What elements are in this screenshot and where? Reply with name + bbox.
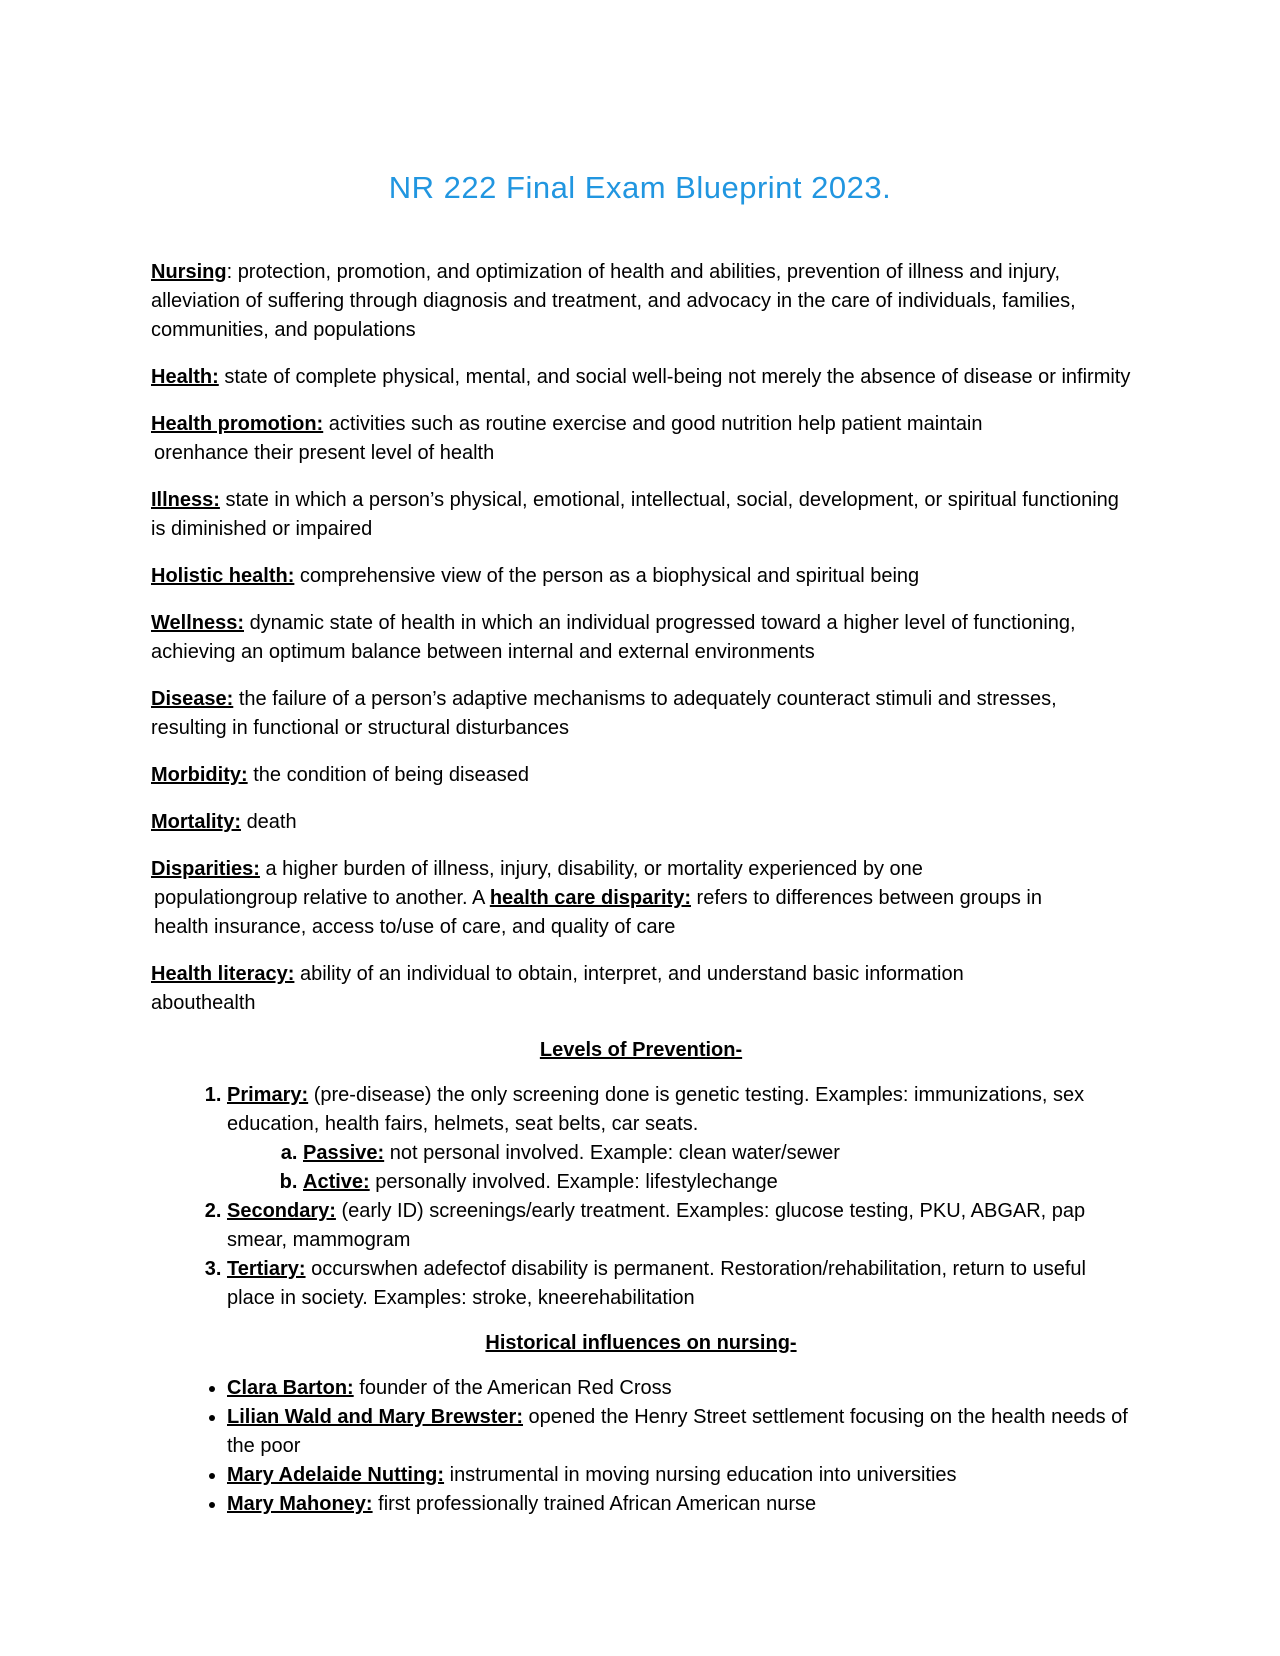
list-item-term: Primary: bbox=[227, 1084, 309, 1106]
list-item-term: Passive: bbox=[303, 1142, 385, 1164]
definition-term: Morbidity: bbox=[151, 764, 248, 786]
list-item-term: Mary Mahoney: bbox=[227, 1493, 373, 1515]
definition-disease bbox=[151, 685, 1131, 743]
list-item-mahoney bbox=[227, 1490, 1131, 1519]
definition-term: Disease: bbox=[151, 688, 234, 710]
definition-text: protection, promotion, and optimization of health and abilities, prevention of illness and injury, alleviation of suffering through diagnosis and treatment, and advocacy in the care of individuals, families, communities, and populations bbox=[151, 261, 1076, 341]
list-item-term: Secondary: bbox=[227, 1200, 336, 1222]
list-item-active bbox=[303, 1168, 1131, 1197]
definition-text: the condition of being diseased bbox=[253, 764, 529, 786]
history-list bbox=[151, 1374, 1131, 1519]
list-item-text: personally involved. Example: lifestylechange bbox=[369, 1171, 778, 1193]
definition-text: comprehensive view of the person as a biophysical and spiritual being bbox=[299, 565, 920, 587]
definition-text-continued: populationgroup relative to another. A bbox=[154, 887, 490, 909]
definition-text: dynamic state of health in which an individual progressed toward a higher level of functioning, achieving an optimum balance between internal and external environments bbox=[151, 612, 1076, 663]
list-item-secondary bbox=[227, 1197, 1131, 1255]
definition-nursing: Nursing: protection, promotion, and optimization of health and abilities, prevention of illness and injury, alleviation of suffering through diagnosis and treatment, and advocacy in the care of individuals, families, communities, and populations bbox=[151, 261, 1076, 341]
definition-term: Holistic health: bbox=[151, 565, 295, 587]
definition-text: state of complete physical, mental, and social well-being not merely the absence of disease or infirmity bbox=[224, 366, 1131, 388]
definition-text: activities such as routine exercise and good nutrition help patient maintain bbox=[328, 413, 983, 435]
definition-term: Illness: bbox=[151, 489, 220, 511]
list-item-term: Clara Barton: bbox=[227, 1377, 354, 1399]
list-item-clara-barton bbox=[227, 1374, 1131, 1403]
list-item-text: opened the Henry Street settlement focusing on the health needs of the poor bbox=[227, 1406, 1128, 1457]
definition-text-continued: refers to differences between groups in bbox=[691, 887, 1042, 909]
definition-term: Wellness: bbox=[151, 612, 244, 634]
definition-wellness bbox=[151, 609, 1131, 667]
list-item-term: Tertiary: bbox=[227, 1258, 306, 1280]
definition-term: Health promotion: bbox=[151, 413, 324, 435]
definition-text: state in which a person’s physical, emotional, intellectual, social, development, or spiritual functioning is diminished or impaired bbox=[151, 489, 1119, 540]
list-item-text: not personal involved. Example: clean water/sewer bbox=[384, 1142, 840, 1164]
definition-holistic-health bbox=[151, 562, 1131, 591]
definition-text-continued: orenhance their present level of health bbox=[154, 442, 495, 464]
definition-term: Disparities: bbox=[151, 858, 260, 880]
list-item-text: (pre-disease) the only screening done is genetic testing. Examples: immunizations, sex education, health fairs, helmets, seat belts, car seats. bbox=[227, 1084, 1085, 1135]
document-body bbox=[151, 258, 1131, 1519]
definition-health-promotion bbox=[151, 410, 1131, 468]
list-item-nutting bbox=[227, 1461, 1131, 1490]
definition-text: ability of an individual to obtain, interpret, and understand basic information bbox=[299, 963, 964, 985]
definition-text: a higher burden of illness, injury, disability, or mortality experienced by one bbox=[265, 858, 923, 880]
list-item-wald-brewster bbox=[227, 1403, 1131, 1461]
prevention-sub-list bbox=[227, 1139, 1131, 1197]
definition-text-continued: health insurance, access to/use of care, and quality of care bbox=[154, 916, 676, 938]
definition-health bbox=[151, 363, 1131, 392]
definition-illness bbox=[151, 486, 1131, 544]
list-item-passive bbox=[303, 1139, 1131, 1168]
section-heading-history: Historical influences on nursing- bbox=[485, 1332, 797, 1354]
definition-term: Nursing bbox=[151, 261, 227, 283]
definition-text-continued: abouthealth bbox=[151, 992, 256, 1014]
list-item-primary bbox=[227, 1081, 1131, 1197]
definition-text: death bbox=[246, 811, 297, 833]
definition-text: the failure of a person’s adaptive mechanisms to adequately counteract stimuli and stresses, resulting in functional or structural disturbances bbox=[151, 688, 1057, 739]
definition-morbidity bbox=[151, 761, 1131, 790]
definition-term: Mortality: bbox=[151, 811, 241, 833]
list-item-term: Lilian Wald and Mary Brewster: bbox=[227, 1406, 523, 1428]
definition-term: Health: bbox=[151, 366, 219, 388]
list-item-text: occurswhen adefectof disability is permanent. Restoration/rehabilitation, return to useful place in society. Examples: stroke, kneerehabilitation bbox=[227, 1258, 1086, 1309]
list-item-term: Mary Adelaide Nutting: bbox=[227, 1464, 445, 1486]
definition-disparities bbox=[151, 855, 1131, 942]
list-item-text: founder of the American Red Cross bbox=[353, 1377, 672, 1399]
definition-health-literacy bbox=[151, 960, 1131, 1018]
list-item-tertiary bbox=[227, 1255, 1131, 1313]
list-item-text: (early ID) screenings/early treatment. Examples: glucose testing, PKU, ABGAR, pap smear, mammogram bbox=[227, 1200, 1086, 1251]
section-heading-prevention: Levels of Prevention- bbox=[539, 1039, 743, 1061]
list-item-text: instrumental in moving nursing education into universities bbox=[444, 1464, 957, 1486]
page-title: NR 222 Final Exam Blueprint 2023. bbox=[388, 170, 892, 205]
definition-mortality bbox=[151, 808, 1131, 837]
prevention-list bbox=[151, 1081, 1131, 1313]
list-item-term: Active: bbox=[303, 1171, 370, 1193]
definition-term-health-care-disparity: health care disparity: bbox=[489, 887, 691, 909]
definition-term: Health literacy: bbox=[151, 963, 295, 985]
list-item-text: first professionally trained African American nurse bbox=[372, 1493, 817, 1515]
